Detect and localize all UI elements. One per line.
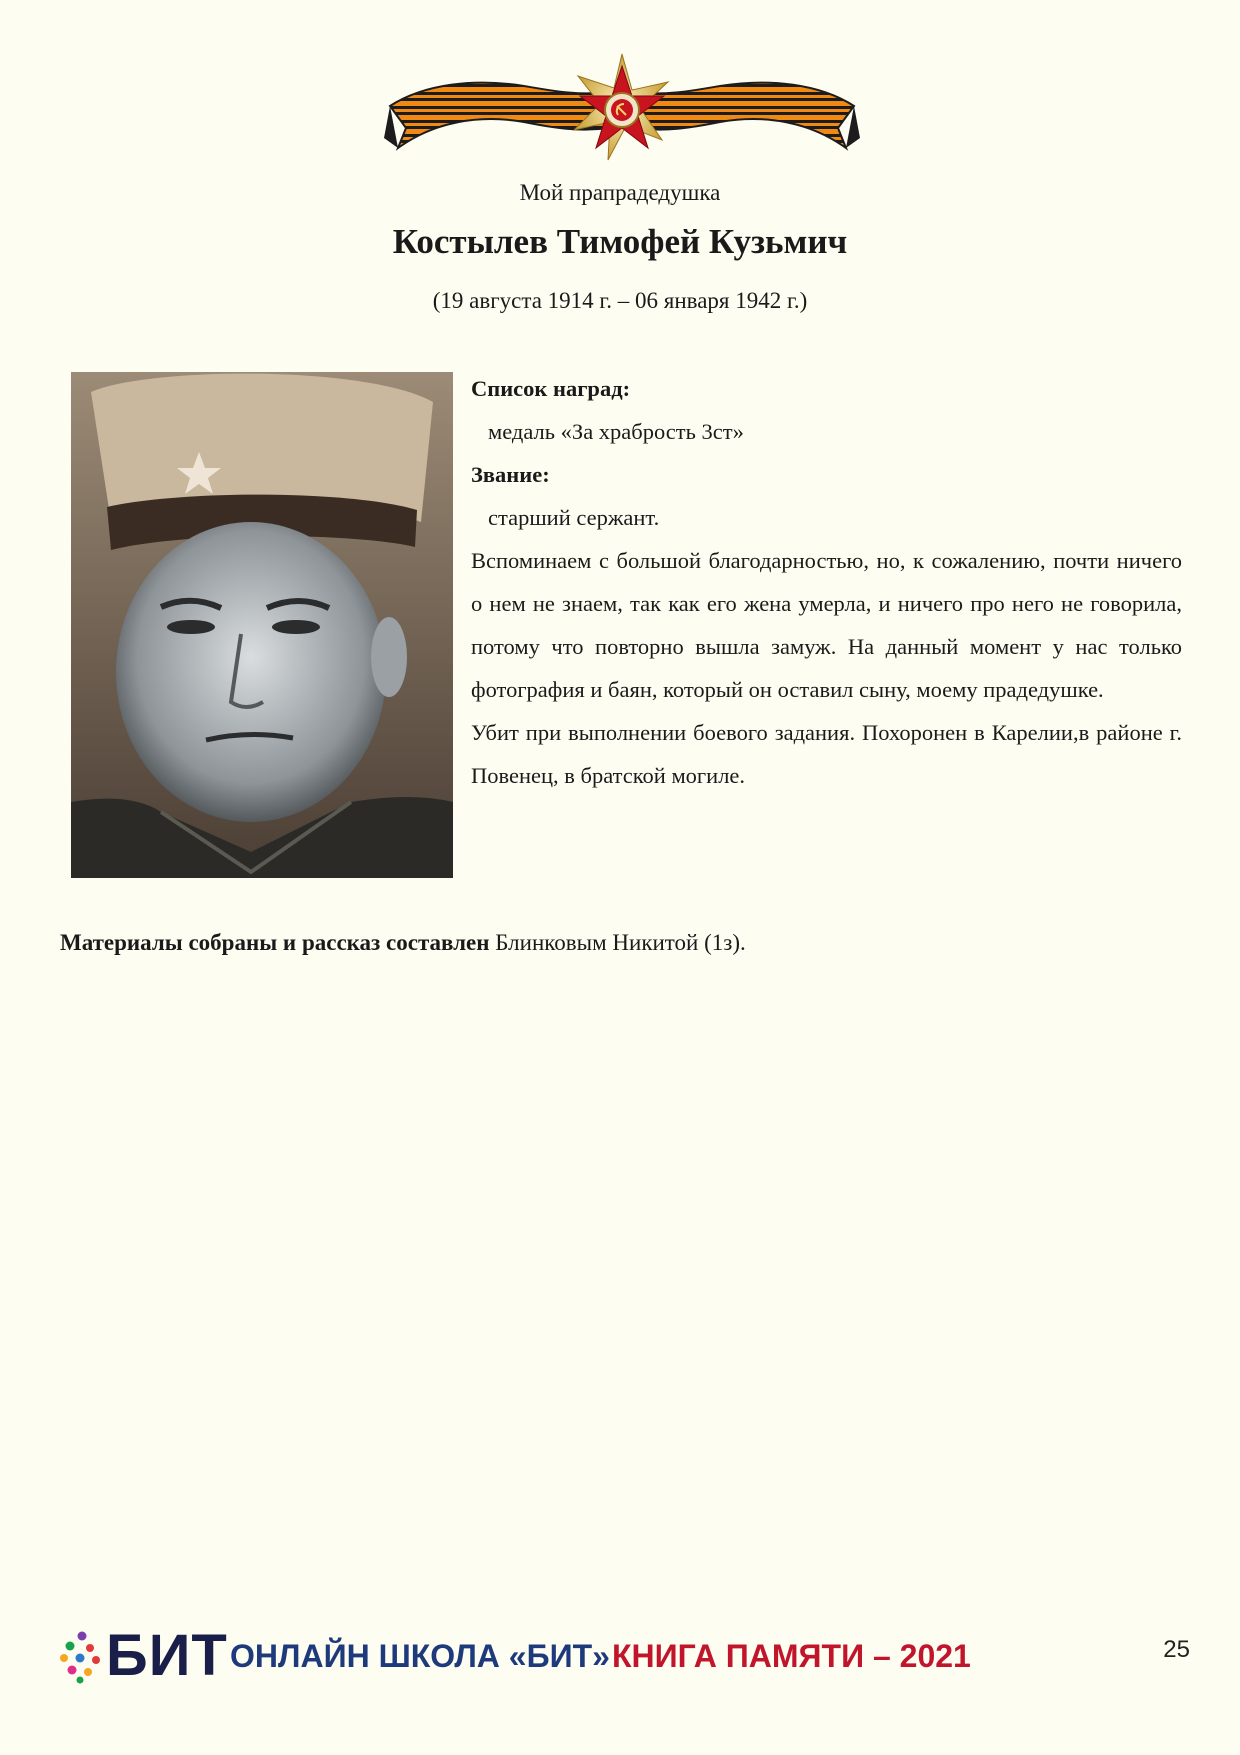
story-paragraph: Убит при выполнении боевого задания. Похоронен в Карелии,в районе г. Повенец, в братской могиле. xyxy=(471,720,1182,788)
page-kicker: Мой прапрадедушка xyxy=(519,180,721,205)
bit-logo-icon xyxy=(60,1630,104,1684)
bit-logo-text: БИТ xyxy=(106,1623,228,1688)
credit-line xyxy=(60,930,746,956)
page-number: 25 xyxy=(1163,1636,1190,1663)
awards-label: Список наград: xyxy=(471,376,631,401)
soldier-portrait xyxy=(71,372,453,878)
page-footer xyxy=(60,1623,1190,1688)
page-title: Костылев Тимофей Кузьмич xyxy=(392,222,848,261)
story-paragraph: Вспоминаем с большой благодарностью, но, к сожалению, почти ничего о нем не знаем, так как его жена умерла, и ничего про него не говорила, потому что повторно вышла замуж. На данный момент у нас только фотография и баян, который он оставил сыну, моему прадедушке. xyxy=(471,548,1182,702)
school-name: ОНЛАЙН ШКОЛА «БИТ» xyxy=(230,1638,610,1674)
rank-label: Звание: xyxy=(471,462,550,487)
info-block xyxy=(471,367,1182,797)
life-dates: (19 августа 1914 г. – 06 января 1942 г.) xyxy=(432,288,808,313)
credit-label: Материалы собраны и рассказ составлен xyxy=(60,930,490,955)
credit-author: Блинковым Никитой (1з). xyxy=(495,930,746,955)
st-george-ribbon-order-icon xyxy=(384,48,860,166)
awards-value: медаль «За храбрость 3ст» xyxy=(488,419,744,444)
rank-value: старший сержант. xyxy=(488,505,660,530)
book-title: КНИГА ПАМЯТИ – 2021 xyxy=(612,1638,971,1674)
